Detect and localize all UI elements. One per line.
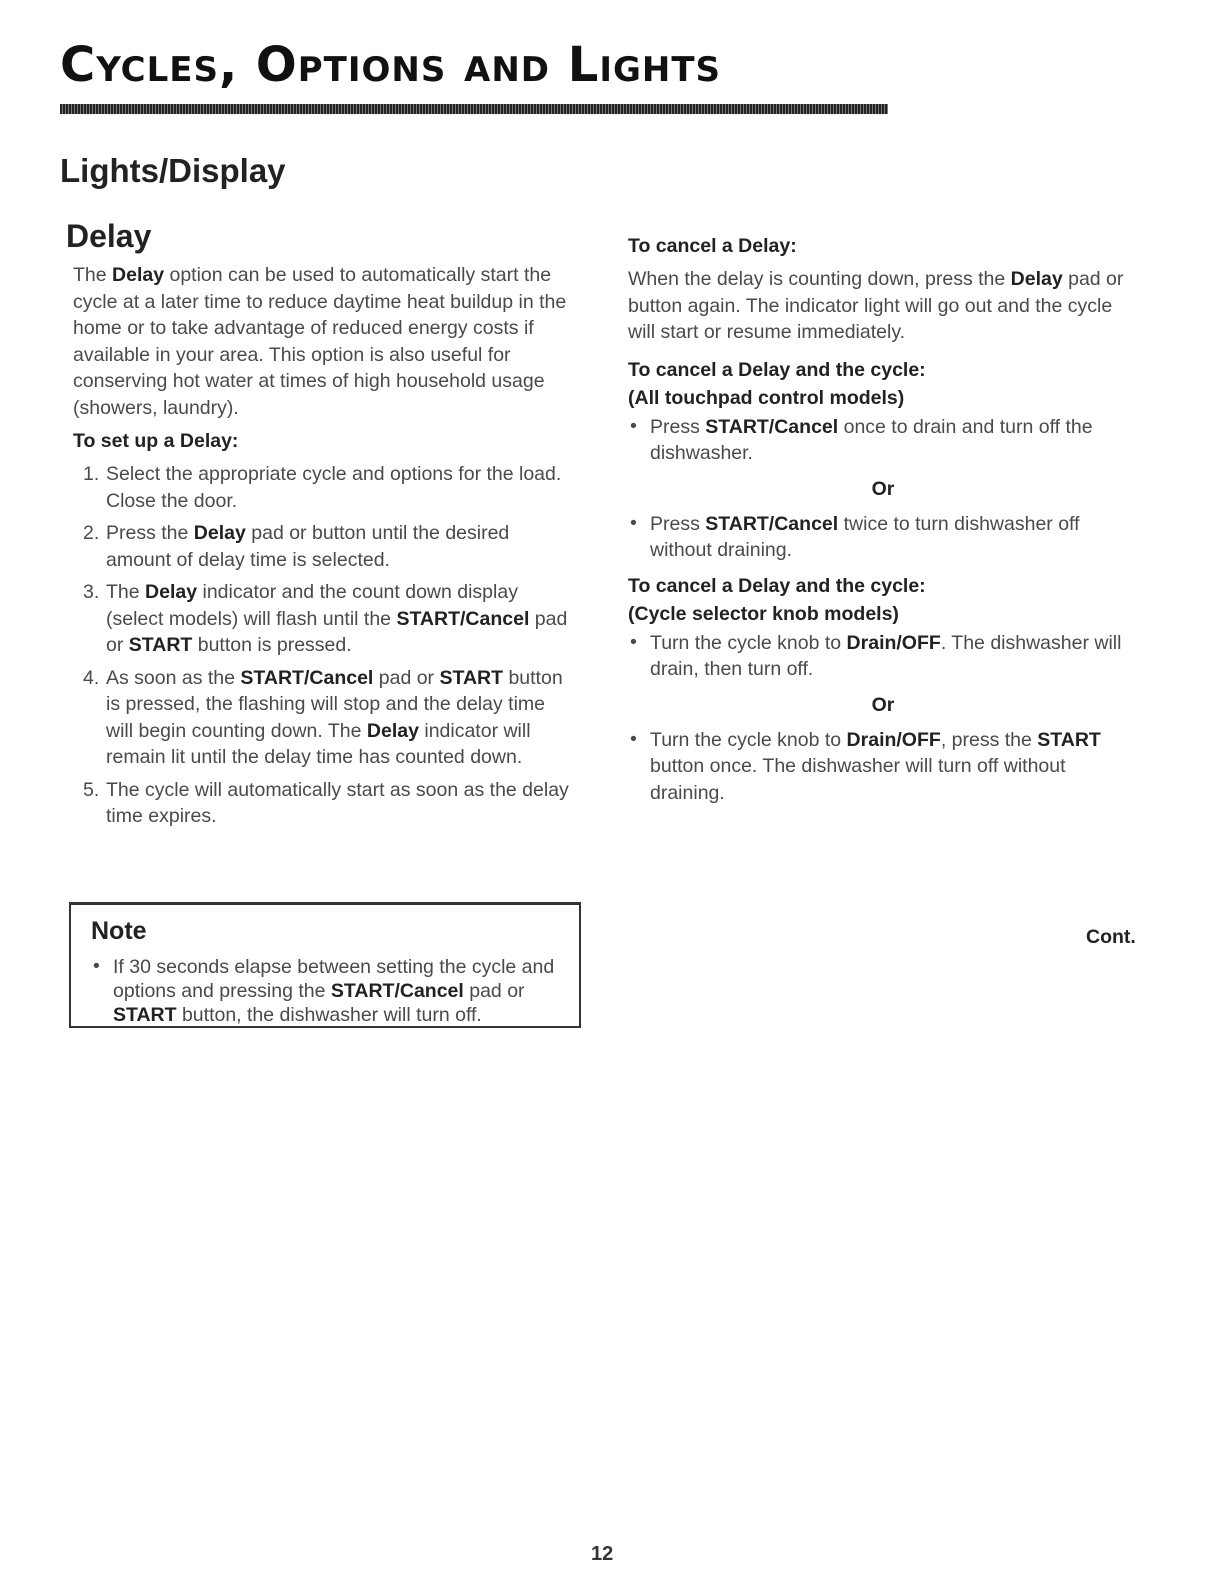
right-column [628, 232, 1138, 806]
continued-label: Cont. [1086, 926, 1136, 948]
setup-steps [73, 461, 573, 830]
touchpad-item: • Press START/Cancel twice to turn dishwasher off without draining. [630, 511, 1080, 561]
knob-item: • Turn the cycle knob to Drain/OFF, press the START button once. The dishwasher will turn off without draining. [630, 727, 1101, 804]
knob-list-alt [628, 727, 1138, 807]
touchpad-item: • Press START/Cancel once to drain and turn off the dishwasher. [630, 414, 1093, 464]
left-column [73, 262, 573, 830]
knob-list [628, 630, 1138, 683]
or-separator: Or [871, 693, 895, 716]
delay-title: Delay [66, 218, 152, 254]
step-item: 2. Press the Delay pad or button until the desired amount of delay time is selected. [83, 522, 510, 571]
touchpad-list [628, 414, 1138, 467]
header-rule [60, 104, 888, 114]
note-title: Note [91, 917, 147, 945]
setup-heading: To set up a Delay: [73, 430, 239, 452]
knob-heading: To cancel a Delay and the cycle: [628, 574, 926, 597]
step-item: 4. As soon as the START/Cancel pad or START button is pressed, the flashing will stop and the delay time will begin counting down. The Delay indicator will remain lit until the delay time has counted down. [83, 666, 563, 768]
note-list [91, 955, 571, 1027]
page-header-title: Cycles, Options and Lights [60, 37, 722, 93]
delay-intro: The Delay option can be used to automatically start the cycle at a later time to reduce daytime heat buildup in the home or to take advantage of reduced energy costs if available in your area. This option is also useful for conserving hot water at times of high household usage (showers, laundry). [73, 264, 567, 419]
knob-item: • Turn the cycle knob to Drain/OFF. The dishwasher will drain, then turn off. [630, 630, 1122, 680]
section-title: Lights/Display [60, 152, 286, 189]
step-item: 5. The cycle will automatically start as soon as the delay time expires. [83, 778, 569, 827]
knob-heading-models: (Cycle selector knob models) [628, 602, 899, 625]
cancel-text: When the delay is counting down, press the Delay pad or button again. The indicator light will go out and the cycle will start or resume immediately. [628, 268, 1124, 343]
cancel-heading: To cancel a Delay: [628, 235, 797, 257]
note-box [69, 902, 581, 1028]
touchpad-heading: To cancel a Delay and the cycle: [628, 358, 926, 381]
or-separator: Or [871, 477, 895, 500]
note-item: • If 30 seconds elapse between setting the cycle and options and pressing the START/Cancel pad or START button, the dishwasher will turn off. [93, 955, 555, 1026]
page-number: 12 [591, 1543, 614, 1565]
touchpad-list-alt [628, 511, 1138, 564]
step-item: 3. The Delay indicator and the count down display (select models) will flash until the START/Cancel pad or START button is pressed. [83, 581, 568, 656]
touchpad-heading-models: (All touchpad control models) [628, 386, 905, 409]
step-item: 1. Select the appropriate cycle and options for the load. Close the door. [83, 463, 562, 512]
